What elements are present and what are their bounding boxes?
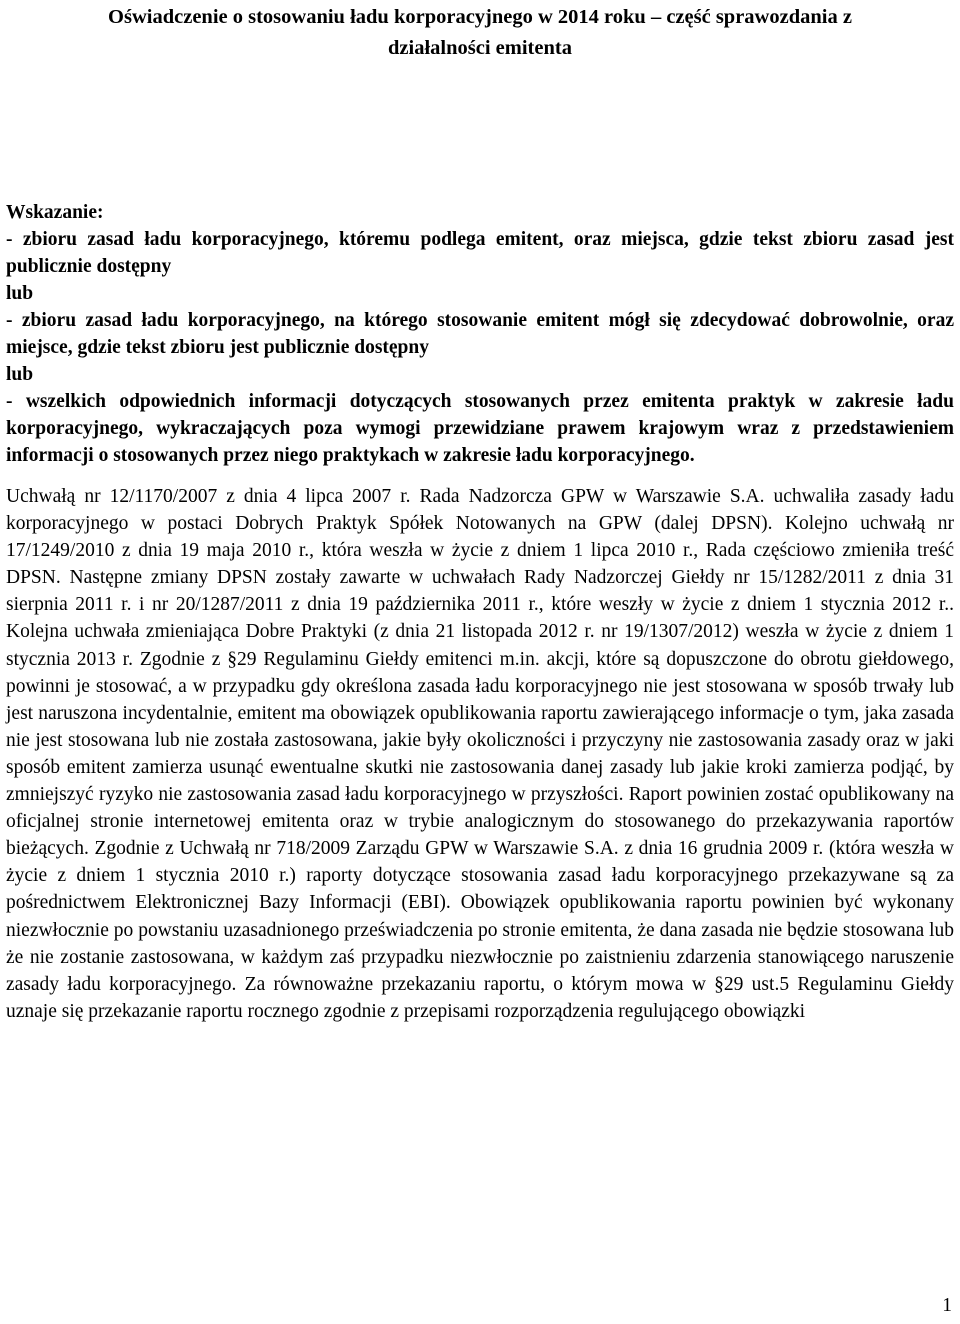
page-number: 1: [942, 1295, 952, 1316]
indication-item-3: - wszelkich odpowiednich informacji dotyczących stosowanych przez emitenta praktyk w zakresie ładu korporacyjnego, wykraczających poza wymogi przewidziane prawem krajowym wraz z przedstawieniem informacji o stosowanych przez niego praktykach w zakresie ładu korporacyjnego.: [6, 391, 954, 466]
indication-item-2: - zbioru zasad ładu korporacyjnego, na którego stosowanie emitent mógł się zdecydować dobrowolnie, oraz miejsce, gdzie tekst zbioru jest publicznie dostępny: [6, 310, 954, 358]
body-paragraph: Uchwałą nr 12/1170/2007 z dnia 4 lipca 2007 r. Rada Nadzorcza GPW w Warszawie S.A. uchwaliła zasady ładu korporacyjnego w postaci Dobrych Praktyk Spółek Notowanych na GPW (dalej DPSN). Kolejno uchwałą nr 17/1249/2010 z dnia 19 maja 2010 r., która weszła w życie z dniem 1 lipca 2010 r., Rada częściowo zmieniła treść DPSN. Następne zmiany DPSN zostały zawarte w uchwałach Rady Nadzorczej Giełdy nr 15/1282/2011 z dnia 31 sierpnia 2011 r. i nr 20/1287/2011 z dnia 19 października 2011 r., które weszły w życie z dniem 1 stycznia 2012 r.. Kolejna uchwała zmieniająca Dobre Praktyki (z dnia 21 listopada 2012 r. nr 19/1307/2012) weszła w życie z dniem 1 stycznia 2013 r. Zgodnie z §29 Regulaminu Giełdy emitenci m.in. akcji, które są dopuszczone do obrotu giełdowego, powinni je stosować, a w przypadku gdy określona zasada ładu korporacyjnego nie jest stosowana w sposób trwały lub jest naruszona incydentalnie, emitent ma obowiązek opublikowania raportu zawierającego informacje o tym, jaka zasada nie jest stosowana lub nie została zastosowana, jakie były okoliczności i przyczyny nie zastosowania zasady oraz w jaki sposób emitent zamierza usunąć ewentualne skutki nie zastosowania danej zasady lub jakie kroki zamierza podjąć, by zmniejszyć ryzyko nie zastosowania zasad ładu korporacyjnego w przyszłości. Raport powinien zostać opublikowany na oficjalnej stronie internetowej emitenta oraz w trybie analogicznym do stosowanego do przekazywania raportów bieżących. Zgodnie z Uchwałą nr 718/2009 Zarządu GPW w Warszawie S.A. z dnia 16 grudnia 2009 r. (która weszła w życie z dniem 1 stycznia 2010 r.) raporty dotyczące stosowania zasad ładu korporacyjnego przekazywane są za pośrednictwem Elektronicznej Bazy Informacji (EBI). Obowiązek opublikowania raportu powinien być wykonany niezwłocznie po powstaniu uzasadnionego przeświadczenia po stronie emitenta, że dana zasada nie będzie stosowana lub że nie zostanie zastosowana, w każdym zaś przypadku niezwłocznie po zaistnieniu zdarzenia stanowiącego naruszenie zasady ładu korporacyjnego. Za równoważne przekazaniu raportu, o którym mowa w §29 ust.5 Regulaminu Giełdy uznaje się przekazanie raportu rocznego zgodnie z przepisami rozporządzenia regulującego obowiązki: [6, 486, 954, 1022]
title-line-1: Oświadczenie o stosowaniu ładu korporacyjnego w 2014 roku – część sprawozdania z: [108, 6, 852, 28]
indication-or-2: lub: [6, 364, 34, 385]
indication-or-1: lub: [6, 283, 34, 304]
indication-section: [6, 199, 954, 469]
indication-heading: Wskazanie:: [6, 202, 104, 223]
document-title: [6, 0, 954, 64]
title-line-2: działalności emitenta: [388, 37, 572, 59]
indication-item-1: - zbioru zasad ładu korporacyjnego, któremu podlega emitent, oraz miejsca, gdzie tekst zbioru zasad jest publicznie dostępny: [6, 229, 954, 277]
document-page: [6, 0, 954, 1044]
